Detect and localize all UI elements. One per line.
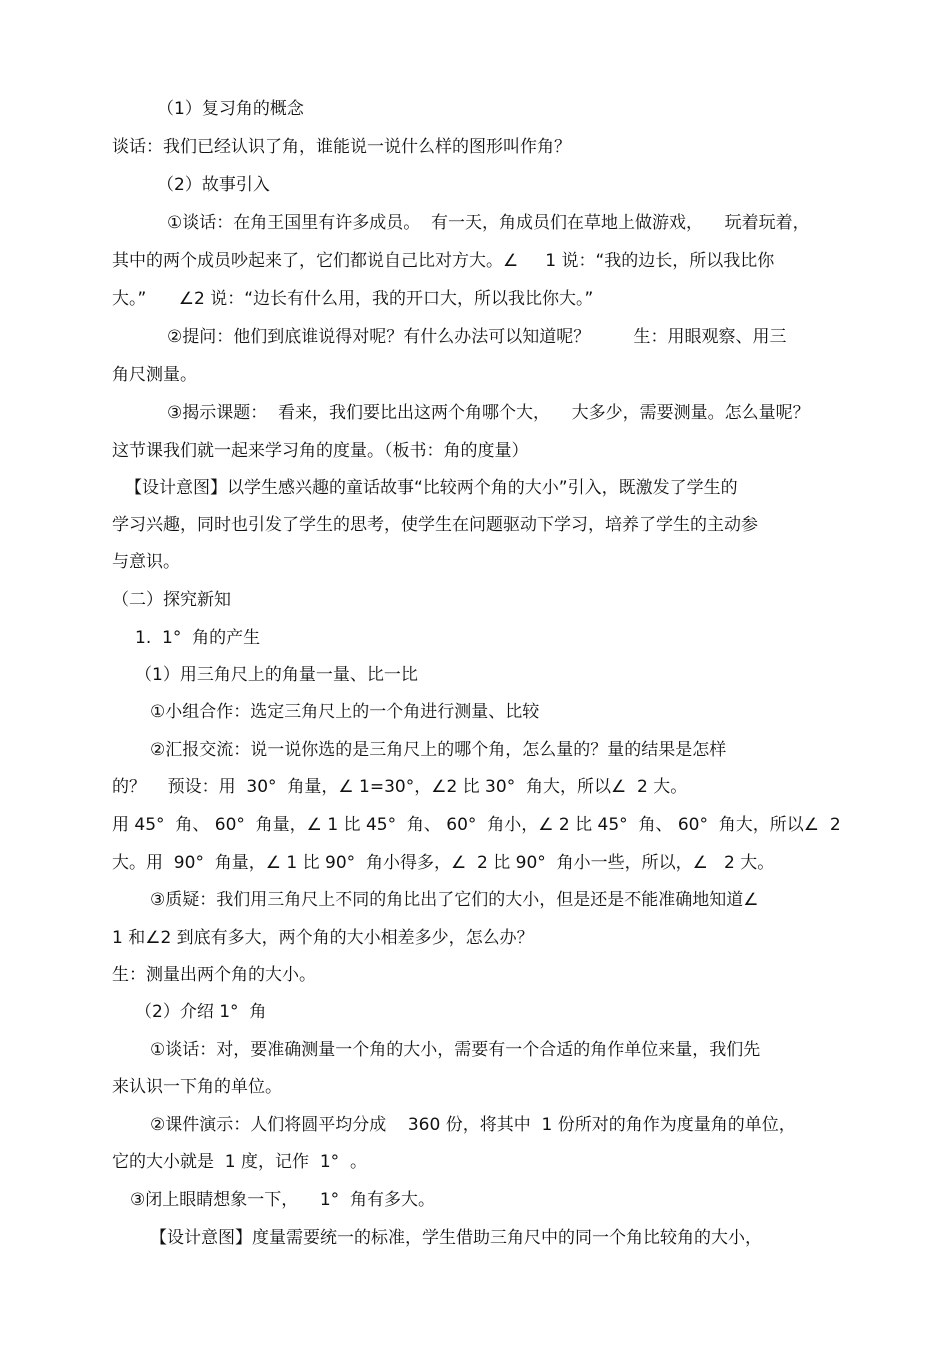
design-intent-line: 【设计意图】以学生感兴趣的童话故事“比较两个角的大小”引入，既激发了学生的 [125,478,738,498]
paragraph-line: ③闭上眼睛想象一下， 1° 角有多大。 [130,1190,435,1210]
paragraph-line: 其中的两个成员吵起来了，它们都说自己比对方大。∠ 1 说：“我的边长，所以我比你 [112,251,775,271]
paragraph-line: 大。用 90° 角量，∠ 1 比 90° 角小得多，∠ 2 比 90° 角小一些，所以，∠ 2 大。 [112,853,775,873]
design-intent-line: 学习兴趣，同时也引发了学生的思考，使学生在问题驱动下学习，培养了学生的主动参 [112,515,758,535]
subheading-measure-with-triangle: （1）用三角尺上的角量一量、比一比 [135,665,418,685]
paragraph-line: ①小组合作：选定三角尺上的一个角进行测量、比较 [150,702,540,722]
paragraph-line: 这节课我们就一起来学习角的度量。（板书：角的度量） [112,441,529,461]
paragraph-line: ①谈话：对，要准确测量一个角的大小，需要有一个合适的角作单位来量，我们先 [150,1040,761,1060]
paragraph-line: ②汇报交流：说一说你选的是三角尺上的哪个角，怎么量的？量的结果是怎样 [150,740,727,760]
paragraph-line: ①谈话：在角王国里有许多成员。 有一天，角成员们在草地上做游戏， 玩着玩着， [167,213,810,233]
paragraph-line: 来认识一下角的单位。 [112,1077,282,1097]
subheading-story-intro: （2）故事引入 [157,175,270,195]
paragraph-line: 生：测量出两个角的大小。 [112,965,316,985]
paragraph-line: 它的大小就是 1 度，记作 1° 。 [112,1152,367,1172]
paragraph-line: ③质疑：我们用三角尺上不同的角比出了它们的大小，但是还是不能准确地知道∠ [150,890,759,910]
paragraph-line: ②课件演示：人们将圆平均分成 360 份，将其中 1 份所对的角作为度量角的单位， [150,1115,796,1135]
section-heading-explore: （二）探究新知 [112,590,231,610]
paragraph-line: 大。” ∠2 说：“边长有什么用，我的开口大，所以我比你大。” [112,289,594,309]
subheading-one-degree-origin: 1. 1° 角的产生 [135,628,261,648]
design-intent-line: 【设计意图】度量需要统一的标准，学生借助三角尺中的同一个角比较角的大小， [150,1228,762,1248]
design-intent-line: 与意识。 [112,552,180,572]
paragraph-line: 用 45° 角、 60° 角量，∠ 1 比 45° 角、 60° 角小，∠ 2 比 45° 角、 60° 角大，所以∠ 2 [112,815,841,835]
paragraph-line: ②提问：他们到底谁说得对呢？有什么办法可以知道呢？ 生：用眼观察、用三 [167,327,787,347]
subheading-introduce-one-degree: （2）介绍 1° 角 [135,1002,267,1022]
paragraph-line: ③揭示课题： 看来，我们要比出这两个角哪个大， 大多少，需要测量。怎么量呢？ [167,403,810,423]
paragraph-line: 角尺测量。 [112,365,197,385]
paragraph-line: 1 和∠2 到底有多大，两个角的大小相差多少，怎么办？ [112,928,534,948]
paragraph-line: 的？ 预设：用 30° 角量，∠ 1=30°，∠2 比 30° 角大，所以∠ 2 大。 [112,777,688,797]
subheading-review-concept: （1）复习角的概念 [157,99,304,119]
paragraph-line: 谈话：我们已经认识了角，谁能说一说什么样的图形叫作角？ [112,137,571,157]
